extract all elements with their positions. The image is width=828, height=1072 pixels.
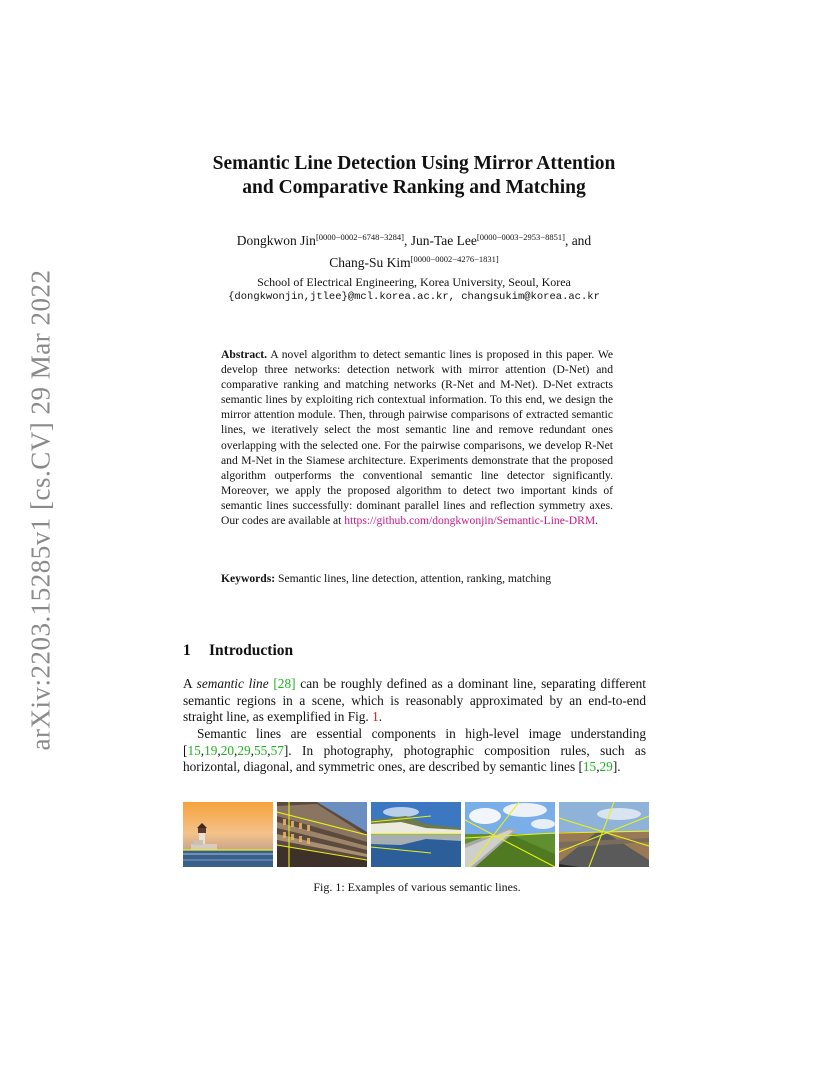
citation-link[interactable]: 15 [187, 742, 201, 758]
abstract-end: . [595, 514, 599, 528]
intro-paragraph-2 [183, 726, 646, 776]
section-heading-introduction [183, 641, 643, 661]
author-2-name: Jun-Tae Lee [410, 233, 477, 248]
citation-link[interactable]: 29 [237, 742, 251, 758]
abstract-label: Abstract. [221, 348, 268, 361]
keywords-text: Semantic lines, line detection, attention, ranking, matching [278, 572, 552, 585]
crossroads-image [559, 802, 649, 867]
lighthouse-image [183, 802, 273, 867]
citation-link[interactable]: 15 [582, 759, 597, 775]
authors-line-1 [150, 228, 678, 250]
affiliation-block [150, 275, 678, 305]
author-3-orcid: [0000−0002−4276−1831] [410, 254, 499, 264]
para1-text-1: A [183, 676, 197, 691]
intro-paragraph-1 [183, 676, 646, 726]
title-line-1: Semantic Line Detection Using Mirror Attention [212, 153, 616, 174]
author-1-name: Dongkwon Jin [236, 233, 316, 248]
arxiv-identifier [18, 269, 64, 751]
para2-text-3: ]. [612, 759, 621, 775]
citation-link[interactable]: 57 [270, 742, 284, 758]
abstract [221, 347, 613, 528]
author-emails: {dongkwonjin,jtlee}@mcl.korea.ac.kr, changsukim@korea.ac.kr [228, 291, 600, 303]
para1-text-4: . [378, 709, 383, 725]
paper-title [150, 152, 678, 200]
figure-1-caption: Fig. 1: Examples of various semantic lines. [313, 880, 521, 894]
citation-separator: , [233, 742, 238, 758]
example-image-building [277, 802, 367, 867]
citation-separator: , [596, 759, 600, 775]
para2-text-2: ]. In photography, photographic composition rules, such as horizontal, diagonal, and symmetric ones, are described by semantic lines [ [183, 742, 646, 775]
abstract-text: A novel algorithm to detect semantic lines is proposed in this paper. We develop three networks: detection network with mirror attention (D-Net) and comparative ranking and matching networks (R-Net and M-Net). D-Net extracts semantic lines by exploiting rich contextual information. To this end, we design the mirror attention module. Then, through pairwise comparisons of extracted semantic lines, we iteratively select the most semantic line and remove redundant ones overlapping with the selected one. For the pairwise comparisons, we develop R-Net and M-Net in the Siamese architecture. Experiments demonstrate that the proposed algorithm outperforms the conventional semantic line detector significantly. Moreover, we apply the proposed algorithm to detect two important kinds of semantic lines successfully: dominant parallel lines and reflection symmetry axes. Our codes are available at [221, 348, 613, 528]
author-separator-1: , [403, 233, 411, 248]
section-number: 1 [183, 642, 191, 659]
author-1-orcid: [0000−0002−6748−3284] [315, 232, 404, 242]
authors-line-2 [150, 250, 678, 272]
para2-text-1: Semantic lines are essential components in high-level image understanding [ [183, 726, 646, 758]
example-image-pipeline [465, 802, 555, 867]
citation-separator: , [200, 742, 205, 758]
building-image [277, 802, 367, 867]
example-image-cliff [371, 802, 461, 867]
cliff-image [371, 802, 461, 867]
example-image-crossroads [559, 802, 649, 867]
keywords-label: Keywords: [221, 572, 276, 585]
figure-1 [183, 802, 651, 867]
citation-separator: , [250, 742, 254, 758]
example-image-lighthouse [183, 802, 273, 867]
author-2-orcid: [0000−0003−2953−8851] [476, 232, 565, 242]
author-list [150, 228, 678, 272]
keywords [221, 571, 621, 586]
arxiv-id-text: arXiv:2203.15285v1 [cs.CV] 29 Mar 2022 [25, 269, 56, 751]
citation-separator: , [217, 742, 221, 758]
code-repository-link[interactable]: https://github.com/dongkwonjin/Semantic-Line-DRM [344, 514, 596, 528]
figure-reference-link[interactable]: 1 [372, 709, 379, 725]
citation-link[interactable]: 55 [253, 742, 268, 758]
citation-link[interactable]: [28] [273, 676, 296, 691]
affiliation-text: School of Electrical Engineering, Korea University, Seoul, Korea [257, 275, 571, 289]
para1-text-3: can be roughly defined as a dominant line, separating different semantic regions in a scene, which is reasonably approximated by an end-to-end straight line, as exemplified in Fig. [183, 676, 647, 725]
pipeline-image [465, 802, 555, 867]
author-separator-2: , and [564, 233, 592, 248]
section-title: Introduction [209, 642, 294, 659]
citation-separator: , [267, 742, 271, 758]
citation-link[interactable]: 20 [220, 742, 234, 758]
title-line-2: and Comparative Ranking and Matching [242, 177, 586, 198]
citation-link[interactable]: 29 [599, 759, 613, 775]
para1-emphasis: semantic line [196, 676, 269, 691]
citation-link[interactable]: 19 [204, 742, 218, 758]
author-3-name: Chang-Su Kim [329, 255, 411, 270]
